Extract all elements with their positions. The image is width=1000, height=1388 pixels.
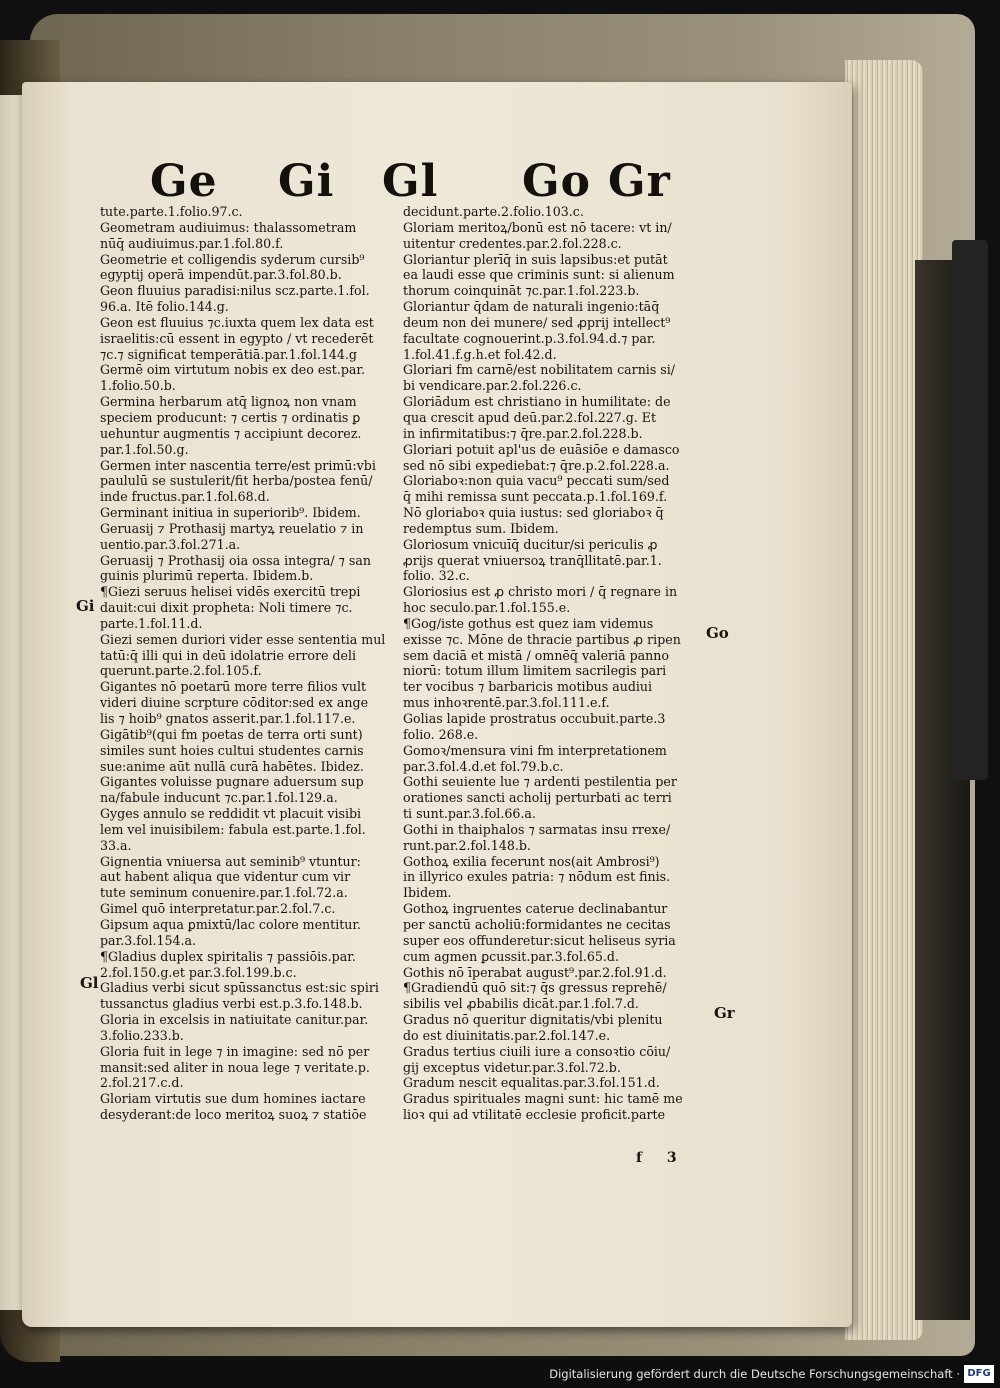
text-line: tute.parte.1.folio.97.c. <box>100 204 243 219</box>
text-line: Gipsum aqua ꝑmixtū/lac colore mentitur. <box>100 916 362 932</box>
text-line: Gigantes voluisse pugnare aduersum sup <box>100 774 364 790</box>
margin-label-go: Go <box>706 624 729 642</box>
text-line: Geon fluuius paradisi:nilus scz.parte.1.fol. <box>100 283 370 299</box>
text-line: parte.1.fol.11.d. <box>100 615 203 631</box>
text-line: folio. 268.e. <box>403 726 479 742</box>
text-line: redemptus sum. Ibidem. <box>403 520 559 536</box>
text-line: inde fructus.par.1.fol.68.d. <box>100 489 270 505</box>
text-line: Gothi in thaiphalos ⁊ sarmatas insu rrexe/ <box>403 821 671 837</box>
text-line: Gloria in excelsis in natiuitate canitur.par. <box>100 1012 369 1028</box>
text-line: Ibidem. <box>403 885 452 901</box>
text-line: egyptij operā impendūt.par.3.fol.80.b. <box>100 267 342 283</box>
text-line: Nō gloriaboꝛ quia iustus: sed gloriaboꝛ q̄ <box>403 505 664 521</box>
running-head-go: Go <box>522 156 591 207</box>
text-line: in illyrico exules patria: ⁊ nōdum est finis. <box>403 869 671 885</box>
text-line: Gloriam virtutis sue dum homines iactare <box>100 1091 366 1107</box>
text-line: Geruasij ⁊ Prothasij martyꝝ reuelatio ⁊ in <box>100 520 364 536</box>
text-line: exisse ⁊c. Mōne de thracie partibus ꝓ ripen <box>403 631 681 647</box>
text-line: videri diuine scrpture cōditor:sed ex ange <box>100 695 369 711</box>
text-line: mansit:sed aliter in noua lege ⁊ veritate.p. <box>100 1059 370 1075</box>
text-line: Gothis nō īperabat august⁹.par.2.fol.91.d. <box>403 964 667 980</box>
text-line: ¶Gladius duplex spiritalis ⁊ passiōis.par. <box>100 948 356 964</box>
text-line: Gloriari fm carnē/est nobilitatem carnis si/ <box>403 362 676 378</box>
text-line: Gloriantur plerīq̄ in suis lapsibus:et putāt <box>403 251 668 267</box>
text-line: Gothoꝝ exilia fecerunt nos(ait Ambrosi⁹) <box>403 853 660 869</box>
text-line: Gloriantur q̄dam de naturali ingenio:tāq̄ <box>403 299 660 315</box>
text-line: ¶Gradiendū quō sit:⁊ q̄s gressus reprehē/ <box>403 980 667 996</box>
text-line: 33.a. <box>100 837 132 853</box>
text-line: tussanctus gladius verbi est.p.3.fo.148.b. <box>100 996 363 1012</box>
text-line: orationes sancti acholij perturbati ac terri <box>403 790 672 806</box>
text-line: tatū:q̄ illi qui in deū idolatrie errore deli <box>100 647 357 663</box>
text-line: in infirmitatibus:⁊ q̄re.par.2.fol.228.b. <box>403 425 643 441</box>
text-line: uitentur credentes.par.2.fol.228.c. <box>403 235 622 251</box>
text-column-right <box>403 204 703 1123</box>
text-line: 3.folio.233.b. <box>100 1027 184 1043</box>
text-line: Geometram audiuimus: thalassometram <box>100 219 357 235</box>
text-line: Germina herbarum atq̄ lignoꝝ non vnam <box>100 394 357 410</box>
text-line: desyderant:de loco meritoꝝ suoꝝ ⁊ statiōe <box>100 1107 367 1123</box>
text-line: Germen inter nascentia terre/est primū:vbi <box>100 457 376 473</box>
signature-mark: f 3 <box>636 1150 687 1166</box>
text-column-left <box>100 204 400 1123</box>
text-line: speciem producunt: ⁊ certis ⁊ ordinatis ꝑ <box>100 409 361 425</box>
text-line: lem vel inuisibilem: fabula est.parte.1.fol. <box>100 821 366 837</box>
text-line: facultate cognouerint.p.3.fol.94.d.⁊ par. <box>403 330 656 346</box>
text-line: thorum coinquināt ⁊c.par.1.fol.223.b. <box>403 283 640 299</box>
text-line: 2.fol.150.g.et par.3.fol.199.b.c. <box>100 964 297 980</box>
text-line: 2.fol.217.c.d. <box>100 1075 184 1091</box>
text-line: runt.par.2.fol.148.b. <box>403 837 531 853</box>
text-line: Gloriosius est ꝓ christo mori / q̄ regnare in <box>403 584 678 600</box>
scanner-tab <box>952 240 988 780</box>
text-line: Germē oim virtutum nobis ex deo est.par. <box>100 362 366 378</box>
text-line: q̄ mihi remissa sunt peccata.p.1.fol.169.f. <box>403 489 668 505</box>
text-line: par.3.fol.154.a. <box>100 932 197 948</box>
text-line: na/fabule inducunt ⁊c.par.1.fol.129.a. <box>100 790 338 806</box>
text-line: Gloriari potuit apl'us de euāsiōe e damasco <box>403 441 680 457</box>
facing-page-sliver <box>0 95 22 1310</box>
text-line: ¶Giezi seruus helisei vidēs exercitū trepi <box>100 584 361 600</box>
text-line: 1.folio.50.b. <box>100 378 176 394</box>
running-head-gr: Gr <box>608 156 671 207</box>
text-line: nūq̄ audiuimus.par.1.fol.80.f. <box>100 235 284 251</box>
text-line: 1.fol.41.f.g.h.et fol.42.d. <box>403 346 557 362</box>
funding-credit: Digitalisierung gefördert durch die Deutsche Forschungsgemeinschaft · <box>549 1367 960 1381</box>
text-line: par.1.fol.50.g. <box>100 441 189 457</box>
text-line: qua crescit apud deū.par.2.fol.227.g. Et <box>403 409 657 425</box>
text-line: Gladius verbi sicut spūssanctus est:sic spiri <box>100 980 379 996</box>
text-line: Golias lapide prostratus occubuit.parte.3 <box>403 711 666 726</box>
text-line: Gradus spirituales magni sunt: hic tamē me <box>403 1091 683 1107</box>
text-line: Gothoꝝ ingruentes caterue declinabantur <box>403 901 668 917</box>
text-line: ti sunt.par.3.fol.66.a. <box>403 806 536 822</box>
text-line: par.3.fol.4.d.et fol.79.b.c. <box>403 758 564 774</box>
text-line: tute seminum conuenire.par.1.fol.72.a. <box>100 885 348 901</box>
text-line: Gloriosum vnicuīq̄ ducitur/si periculis ꝓ <box>403 536 658 552</box>
text-line: Giezi semen duriori vider esse sententia mul <box>100 631 386 647</box>
running-head-ge: Ge <box>150 156 218 207</box>
text-line: ter vocibus ⁊ barbaricis motibus audiui <box>403 679 653 695</box>
text-line: Geometrie et colligendis syderum cursib⁹ <box>100 251 365 267</box>
text-line: Gradum nescit equalitas.par.3.fol.151.d. <box>403 1075 660 1091</box>
text-line: hoc seculo.par.1.fol.155.e. <box>403 600 571 616</box>
text-line: Gloria fuit in lege ⁊ in imagine: sed nō per <box>100 1043 370 1059</box>
text-line: Gyges annulo se reddidit vt placuit visibi <box>100 806 362 822</box>
text-line: per sanctū acholiū:formidantes ne cecitas <box>403 916 671 932</box>
text-line: mus inhoꝛrentē.par.3.fol.111.e.f. <box>403 695 610 711</box>
text-line: Gigantes nō poetarū more terre filios vult <box>100 679 367 695</box>
text-line: aut habent aliqua que videntur cum vir <box>100 869 351 885</box>
text-line: niorū: totum illum limitem sacrilegis pari <box>403 663 667 679</box>
margin-label-gi: Gi <box>76 597 95 615</box>
text-line: sibilis vel ꝓbabilis dicāt.par.1.fol.7.d. <box>403 996 639 1012</box>
text-line: decidunt.parte.2.folio.103.c. <box>403 204 584 219</box>
margin-label-gr: Gr <box>714 1004 735 1022</box>
footer-bar <box>0 1362 1000 1388</box>
text-line: sed nō sibi expediebat:⁊ q̄re.p.2.fol.228.a. <box>403 457 670 473</box>
dfg-logo: DFG <box>964 1365 994 1383</box>
text-line: Gomoꝛ/mensura vini fm interpretationem <box>403 742 667 758</box>
text-line: sue:anime aūt nullā curā habētes. Ibidez. <box>100 758 364 774</box>
margin-label-gl: Gl <box>80 974 99 992</box>
text-line: Gimel quō interpretatur.par.2.fol.7.c. <box>100 901 336 917</box>
text-line: folio. 32.c. <box>403 568 470 584</box>
text-line: Gloriādum est christiano in humilitate: de <box>403 394 671 410</box>
text-line: similes sunt hoies cultui studentes carnis <box>100 742 364 758</box>
text-line: uentio.par.3.fol.271.a. <box>100 536 241 552</box>
text-line: bi vendicare.par.2.fol.226.c. <box>403 378 582 394</box>
text-line: ea laudi esse que criminis sunt: si alienum <box>403 267 675 283</box>
text-line: Gloriam meritoꝝ/bonū est nō tacere: vt in/ <box>403 219 672 235</box>
running-head-gi: Gi <box>278 156 335 207</box>
text-line: cum agmen ꝑcussit.par.3.fol.65.d. <box>403 948 619 964</box>
text-line: super eos offunderetur:sicut heliseus syria <box>403 932 676 948</box>
page-edges <box>845 60 923 1340</box>
text-line: sem daciā et mistā / omnēq̄ valeriā panno <box>403 647 669 663</box>
text-line: paululū se sustulerit/fit herba/postea fenū/ <box>100 473 373 489</box>
text-line: Geon est fluuius ⁊c.iuxta quem lex data est <box>100 314 374 330</box>
text-line: israelitis:cū essent in egypto / vt recederēt <box>100 330 374 346</box>
text-line: Germinant initiua in superiorib⁹. Ibidem. <box>100 505 361 521</box>
text-line: Gigātib⁹(qui fm poetas de terra orti sunt) <box>100 726 363 742</box>
text-line: Gignentia vniuersa aut seminib⁹ vtuntur: <box>100 853 361 869</box>
text-line: dauit:cui dixit propheta: Noli timere ⁊c. <box>100 600 353 616</box>
text-line: uehuntur augmentis ⁊ accipiunt decorez. <box>100 425 362 441</box>
text-line: Gloriaboꝛ:non quia vacu⁹ peccati sum/sed <box>403 473 670 489</box>
text-line: Gradus tertius ciuili iure a consoꝛtio cōiu/ <box>403 1043 671 1059</box>
running-head-gl: Gl <box>382 156 439 207</box>
text-line: ꝓrijs querat vniuersoꝝ tranq̄llitatē.par.1. <box>403 552 662 568</box>
text-line: Geruasij ⁊ Prothasij oia ossa integra/ ⁊ san <box>100 552 371 568</box>
text-line: do est diuinitatis.par.2.fol.147.e. <box>403 1027 611 1043</box>
text-line: lis ⁊ hoib⁹ gnatos asserit.par.1.fol.117.e. <box>100 711 356 726</box>
text-line: querunt.parte.2.fol.105.f. <box>100 663 262 679</box>
text-line: 96.a. Itē folio.144.g. <box>100 299 229 315</box>
text-line: ¶Gog/iste gothus est quez iam videmus <box>403 615 654 631</box>
text-line: gij exceptus videtur.par.3.fol.72.b. <box>403 1059 621 1075</box>
text-line: ⁊c.⁊ significat temperātiā.par.1.fol.144.g <box>100 346 357 362</box>
text-line: guinis plurimū reperta. Ibidem.b. <box>100 568 314 584</box>
text-line: deum non dei munere/ sed ꝓprij intellect⁹ <box>403 314 671 330</box>
text-line: Gradus nō queritur dignitatis/vbi plenitu <box>403 1012 663 1028</box>
text-line: Gothi seuiente lue ⁊ ardenti pestilentia per <box>403 774 677 790</box>
text-line: lioꝛ qui ad vtilitatē ecclesie proficit.parte <box>403 1107 666 1123</box>
